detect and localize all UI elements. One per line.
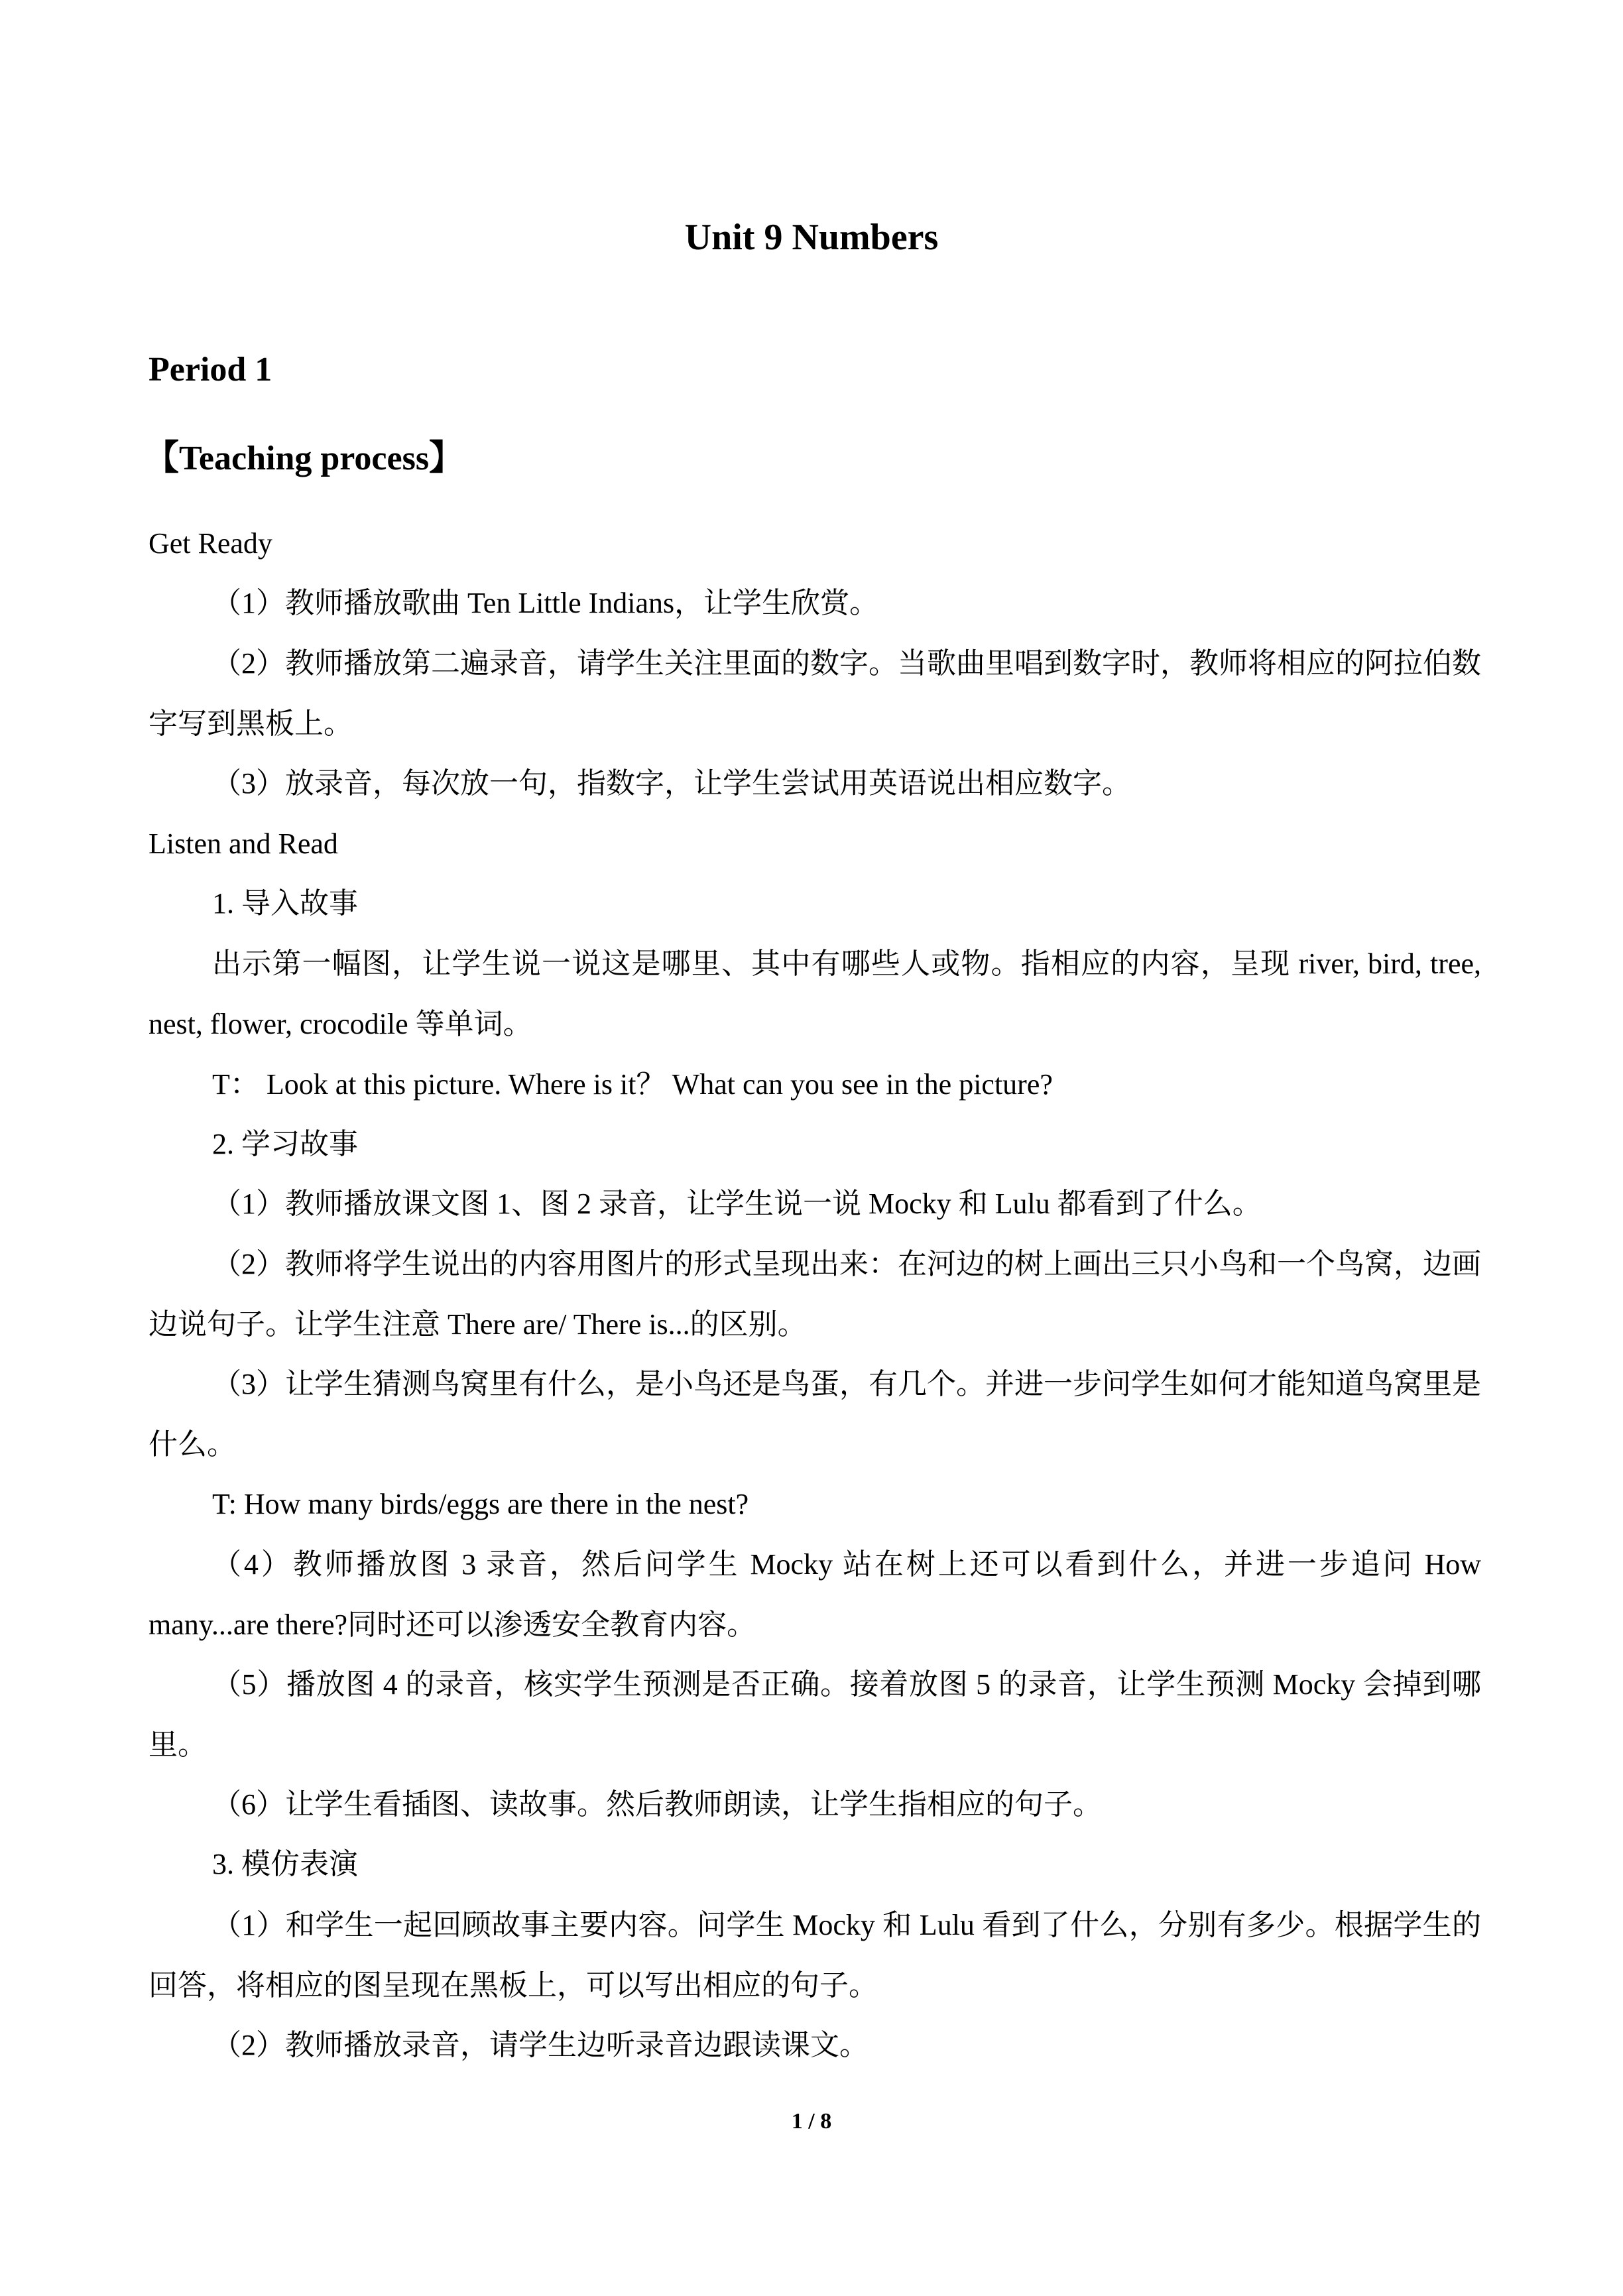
page-number: 1 / 8 <box>791 2109 832 2134</box>
step2-item-7: （6）让学生看插图、读故事。然后教师朗读，让学生指相应的句子。 <box>212 1788 1102 1821</box>
get-ready-heading: Get Ready <box>149 527 272 560</box>
get-ready-item-3: （3）放录音，每次放一句，指数字，让学生尝试用英语说出相应数字。 <box>212 767 1131 800</box>
step2-item-3: （3）让学生猜测鸟窝里有什么，是小鸟还是鸟蛋，有几个。并进一步问学生如何才能知道鸟窝里是什么。 <box>149 1368 1481 1461</box>
listen-read-heading: Listen and Read <box>149 827 338 860</box>
step1-text: 出示第一幅图，让学生说一说这是哪里、其中有哪些人或物。指相应的内容，呈现 river, bird, tree, nest, flower, crocodile 等单词。 <box>149 947 1481 1040</box>
step3-title: 3. 模仿表演 <box>212 1848 358 1880</box>
step2-item-5: （4）教师播放图 3 录音，然后问学生 Mocky 站在树上还可以看到什么，并进一步追问 How many...are there?同时还可以渗透安全教育内容。 <box>149 1548 1481 1641</box>
step3-item-2: （2）教师播放录音，请学生边听录音边跟读课文。 <box>212 2029 869 2061</box>
step2-item-6: （5）播放图 4 的录音，核实学生预测是否正确。接着放图 5 的录音，让学生预测 Mocky 会掉到哪里。 <box>149 1668 1481 1761</box>
step2-item-1: （1）教师播放课文图 1、图 2 录音，让学生说一说 Mocky 和 Lulu 都看到了什么。 <box>212 1187 1262 1220</box>
step1-dialog: T： Look at this picture. Where is it？ What can you see in the picture? <box>212 1068 1053 1101</box>
get-ready-item-2: （2）教师播放第二遍录音，请学生关注里面的数字。当歌曲里唱到数字时，教师将相应的阿拉伯数字写到黑板上。 <box>149 647 1481 740</box>
teaching-process-heading: 【Teaching process】 <box>145 440 464 477</box>
step2-item-4: T: How many birds/eggs are there in the nest? <box>212 1488 749 1520</box>
step2-item-2: （2）教师将学生说出的内容用图片的形式呈现出来：在河边的树上画出三只小鸟和一个鸟窝，边画边说句子。让学生注意 There are/ There is...的区别。 <box>149 1248 1481 1341</box>
step3-item-1: （1）和学生一起回顾故事主要内容。问学生 Mocky 和 Lulu 看到了什么，分别有多少。根据学生的回答，将相应的图呈现在黑板上，可以写出相应的句子。 <box>149 1909 1481 2002</box>
document-title: Unit 9 Numbers <box>684 217 939 258</box>
step2-title: 2. 学习故事 <box>212 1128 358 1160</box>
get-ready-item-1: （1）教师播放歌曲 Ten Little Indians，让学生欣赏。 <box>212 587 879 619</box>
period-heading: Period 1 <box>149 351 272 389</box>
step1-title: 1. 导入故事 <box>212 887 358 920</box>
